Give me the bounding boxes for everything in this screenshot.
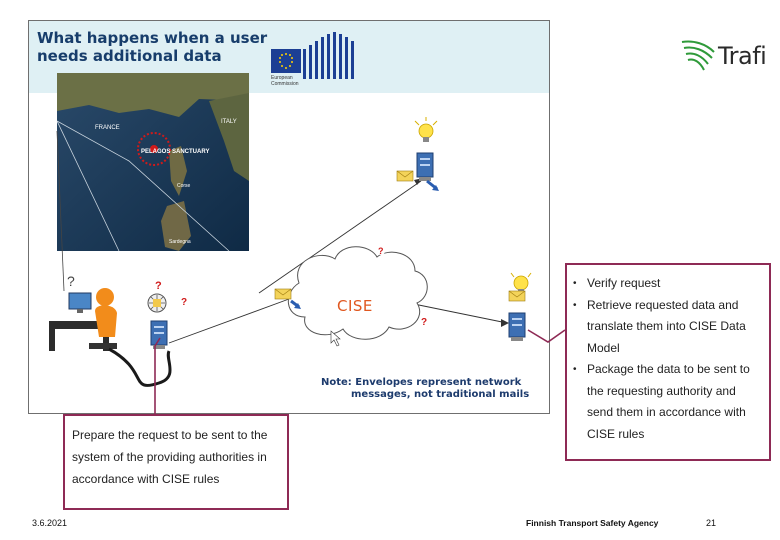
left-callout-text: Prepare the request to be sent to the system of the providing authorities in accordance with CISE rules	[72, 428, 268, 486]
list-item: • Retrieve requested data and translate them into CISE Data Model	[573, 295, 765, 360]
footer-organization: Finnish Transport Safety Agency	[526, 518, 659, 528]
list-item: • Verify request	[573, 273, 765, 295]
left-callout-box	[63, 414, 289, 510]
right-callout-pointer	[528, 330, 565, 342]
trafi-logo-text: Trafi	[718, 42, 767, 70]
footer-page-number: 21	[706, 518, 717, 528]
provider-steps-list	[567, 265, 769, 445]
svg-text:?: ?	[421, 317, 428, 328]
trafi-swoosh-icon	[680, 36, 720, 76]
list-item: • Package the data to be sent to the requesting authority and send them in accordance with CISE rules	[573, 359, 765, 445]
question-mark: ?	[67, 273, 75, 289]
svg-text:?: ?	[378, 246, 384, 256]
map-label-france: FRANCE	[95, 125, 120, 131]
left-callout-pointer	[155, 338, 160, 414]
footer-date: 3.6.2021	[32, 518, 68, 528]
right-callout-box	[565, 263, 771, 461]
slide-title: What happens when a user needs additional data	[37, 29, 268, 65]
cise-label: CISE	[337, 297, 373, 315]
svg-text:?: ?	[155, 280, 162, 292]
map-label-sardegna: Sardegna	[169, 239, 191, 245]
map-label-italy: ITALY	[221, 119, 237, 125]
ec-caption: European Commission	[271, 75, 299, 87]
map-label-corse: Corse	[177, 183, 191, 189]
note-line-1: Note: Envelopes represent network	[321, 377, 522, 388]
note-line-2: messages, not traditional mails	[351, 389, 530, 400]
map-label-sanctuary: PELAGOS SANCTUARY	[141, 149, 210, 155]
svg-text:?: ?	[181, 297, 188, 308]
